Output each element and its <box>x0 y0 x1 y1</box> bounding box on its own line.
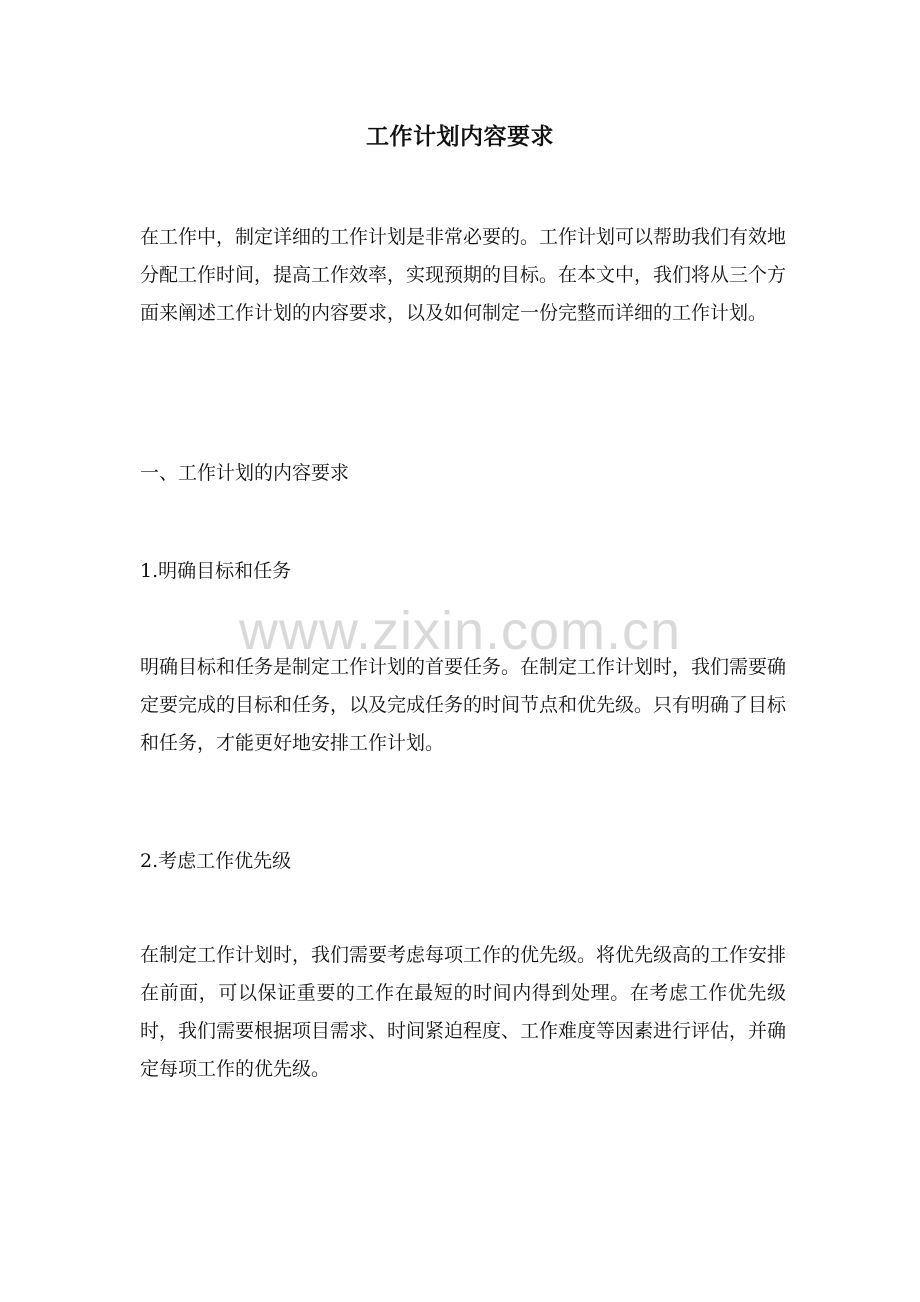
subsection-heading-2: 2.考虑工作优先级 <box>140 850 292 872</box>
intro-paragraph: 在工作中，制定详细的工作计划是非常必要的。工作计划可以帮助我们有效地分配工作时间，提高工作效率，实现预期的目标。在本文中，我们将从三个方面来阐述工作计划的内容要求，以及如何制定一份完整而详细的工作计划。 <box>140 226 787 324</box>
document-title: 工作计划内容要求 <box>366 123 554 150</box>
subsection-heading-1: 1.明确目标和任务 <box>140 560 292 582</box>
subsection-body-2: 在制定工作计划时，我们需要考虑每项工作的优先级。将优先级高的工作安排在前面，可以保证重要的工作在最短的时间内得到处理。在考虑工作优先级时，我们需要根据项目需求、时间紧迫程度、工作难度等因素进行评估，并确定每项工作的优先级。 <box>140 944 787 1080</box>
subsection-body-1: 明确目标和任务是制定工作计划的首要任务。在制定工作计划时，我们需要确定要完成的目标和任务，以及完成任务的时间节点和优先级。只有明确了目标和任务，才能更好地安排工作计划。 <box>140 656 787 754</box>
section-heading: 一、工作计划的内容要求 <box>140 462 350 484</box>
site-watermark: www.zixin.com.cn <box>238 601 682 661</box>
